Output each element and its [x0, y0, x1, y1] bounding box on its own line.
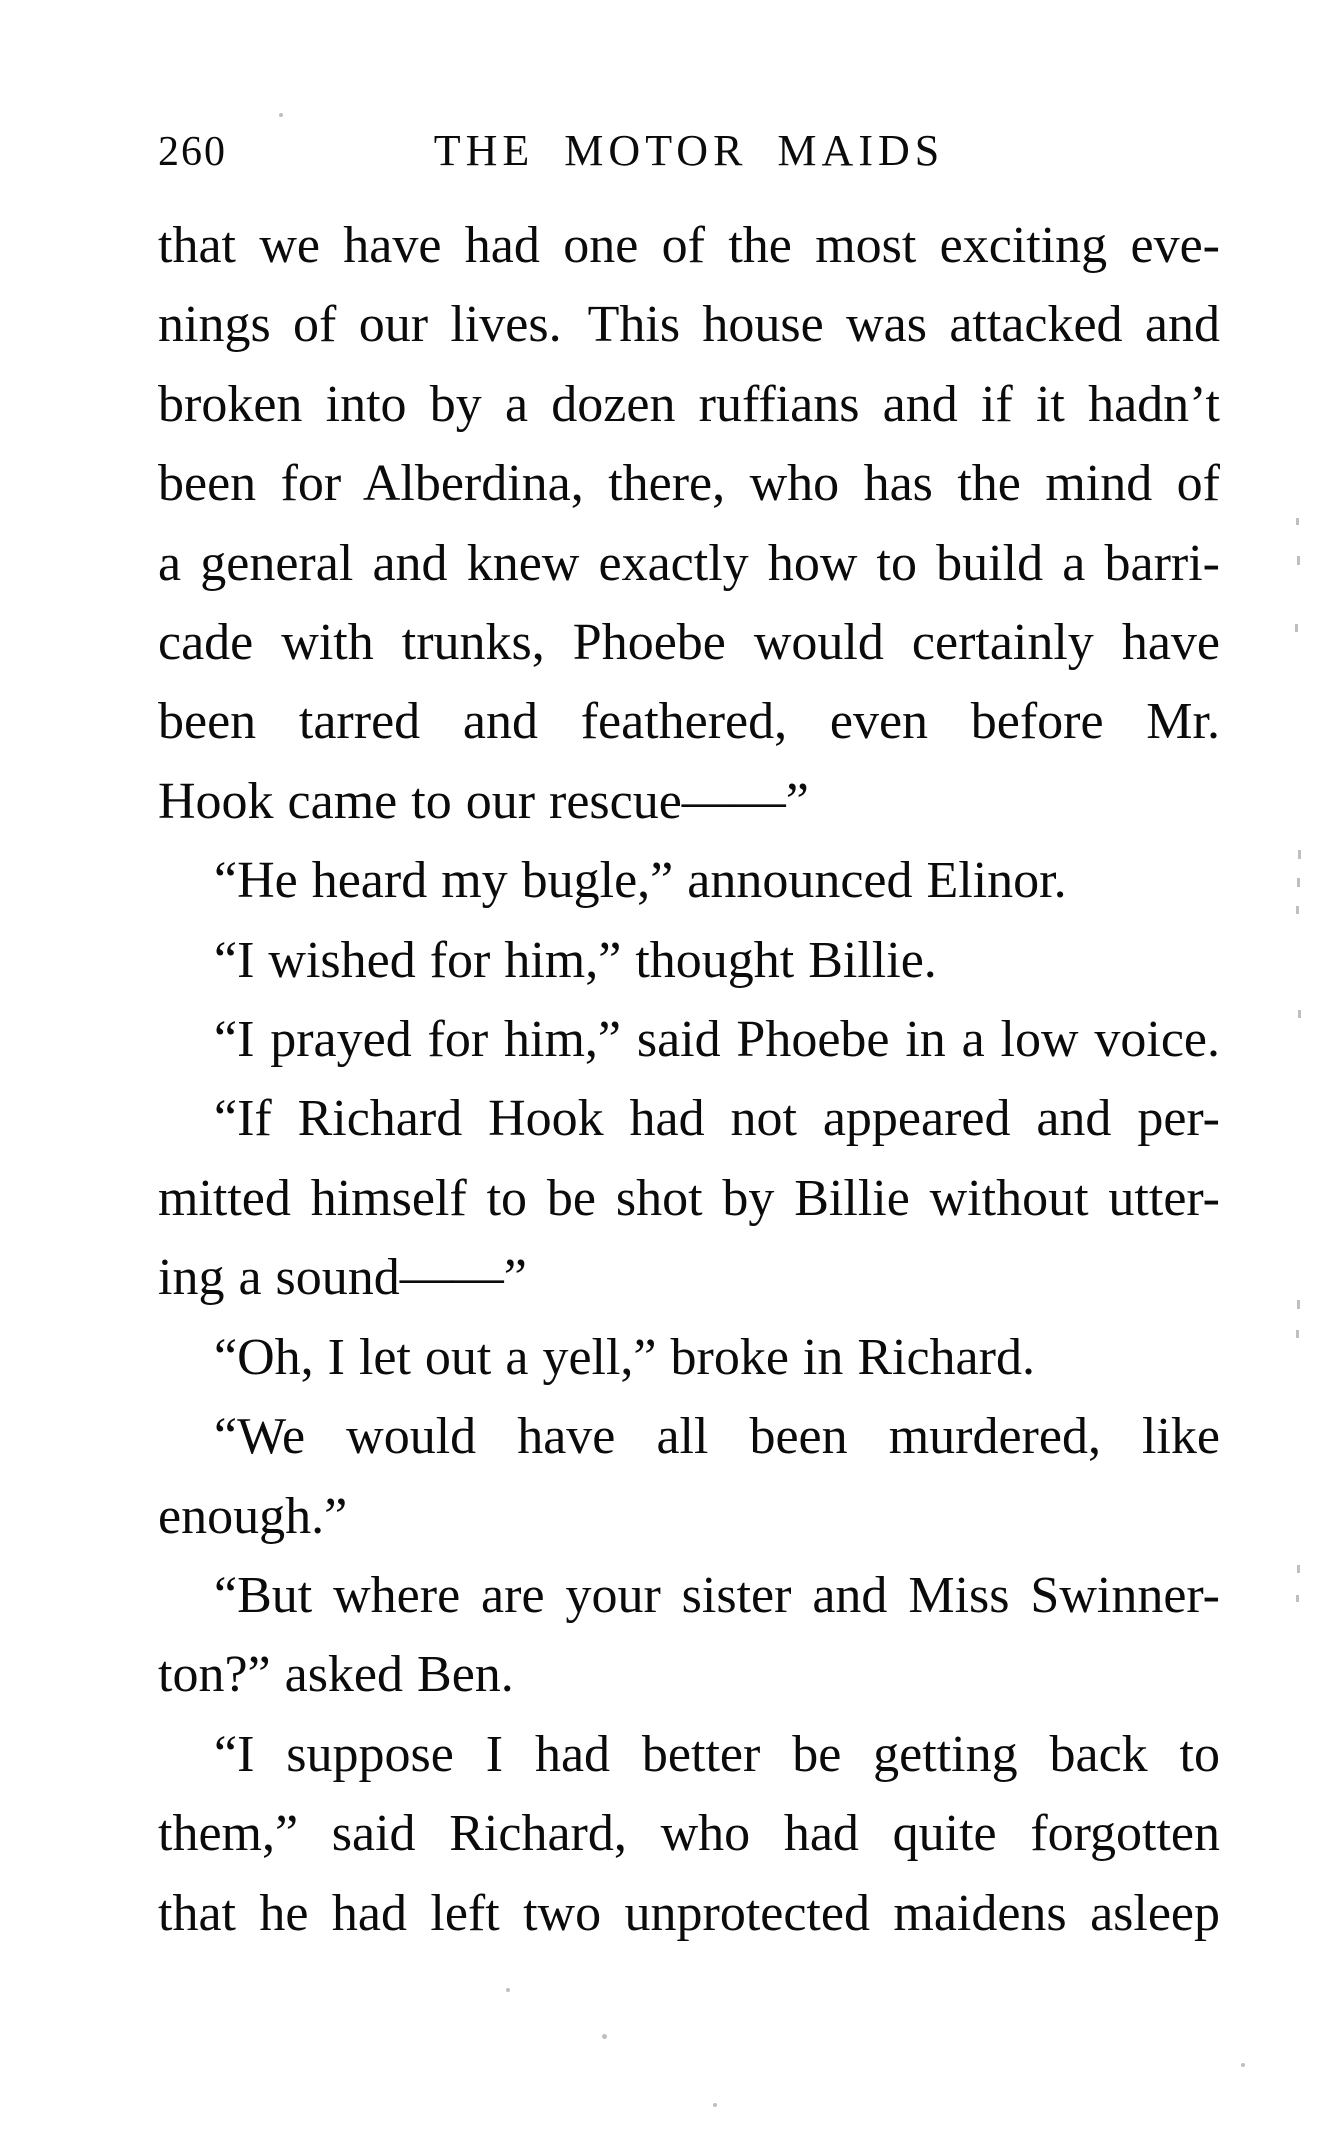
scan-artifact: [713, 2103, 717, 2107]
scan-artifact: [506, 1988, 510, 1992]
scan-artifact: [1296, 1330, 1299, 1338]
text-line: “I prayed for him,” said Phoebe in a low voice.: [214, 1011, 1220, 1069]
scan-artifact: [1296, 518, 1299, 525]
text-line: cade with trunks, Phoebe would certainly have: [158, 614, 1220, 672]
page-number: 260: [158, 129, 227, 175]
text-line: ton?” asked Ben.: [158, 1646, 514, 1704]
page-header: [158, 128, 1220, 178]
scan-artifact: [1297, 556, 1300, 565]
text-line: them,” said Richard, who had quite forgotten: [158, 1805, 1220, 1863]
text-line: “We would have all been murdered, like: [214, 1408, 1220, 1466]
scan-artifact: [1297, 1300, 1300, 1309]
scan-artifact: [1298, 850, 1301, 859]
text-line: “But where are your sister and Miss Swinner-: [214, 1566, 1220, 1624]
text-line: that we have had one of the most exciting eve-: [158, 217, 1220, 274]
scan-artifact: [1296, 906, 1299, 914]
scan-artifact: [1297, 1565, 1300, 1573]
scan-artifact: [602, 2034, 607, 2039]
scan-artifact: [1241, 2063, 1245, 2067]
text-line: mitted himself to be shot by Billie without utter-: [158, 1169, 1220, 1227]
text-line: Hook came to our rescue——”: [158, 772, 809, 830]
text-line: that he had left two unprotected maidens asleep: [158, 1884, 1220, 1942]
running-title: THE MOTOR MAIDS: [433, 126, 945, 175]
text-line: “Oh, I let out a yell,” broke in Richard.: [214, 1328, 1035, 1386]
scan-artifact: [1298, 1010, 1301, 1018]
text-line: ing a sound——”: [158, 1249, 527, 1307]
text-line: “I wished for him,” thought Billie.: [214, 931, 937, 989]
text-line: “He heard my bugle,” announced Elinor.: [214, 852, 1067, 910]
text-line: broken into by a dozen ruffians and if it hadn’t: [158, 375, 1220, 433]
text-line: nings of our lives. This house was attacked and: [158, 296, 1220, 354]
text-line: a general and knew exactly how to build a barri-: [158, 534, 1220, 592]
scan-artifact: [1297, 878, 1300, 887]
scan-artifact: [1295, 624, 1298, 632]
text-line: been tarred and feathered, even before Mr.: [158, 693, 1220, 751]
text-line: enough.”: [158, 1487, 348, 1545]
text-line: been for Alberdina, there, who has the mind of: [158, 455, 1220, 513]
text-line: “I suppose I had better be getting back to: [214, 1725, 1220, 1783]
scan-artifact: [279, 113, 283, 117]
text-line: “If Richard Hook had not appeared and per-: [214, 1090, 1220, 1148]
body-text: [158, 206, 1220, 1953]
scan-artifact: [1296, 1595, 1299, 1602]
